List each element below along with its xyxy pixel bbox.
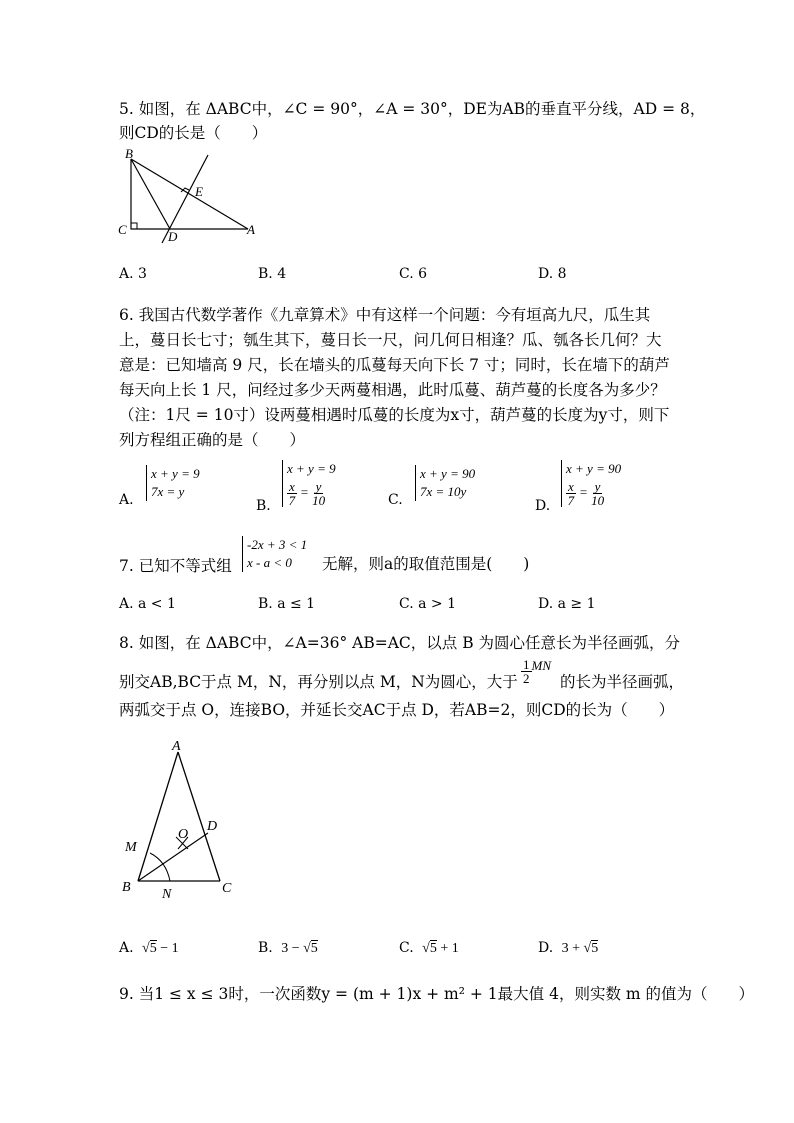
q8-option-a: A. √5 − 1 <box>119 940 179 956</box>
q5-option-c: C. 6 <box>399 266 428 282</box>
q5-label-d: D <box>168 229 178 244</box>
q6-line3: 意是：已知墙高 9 尺，长在墙头的瓜蔓每天向下长 7 寸；同时，长在墙下的葫芦 <box>119 356 670 374</box>
q7-option-a: A. a < 1 <box>119 596 176 612</box>
q7-eq2: x - a < 0 <box>247 555 292 570</box>
q8-label-c: C <box>222 881 232 896</box>
q5-line2: 则CD的长是（ ） <box>119 124 268 142</box>
q6-option-d-system <box>561 460 621 507</box>
q8-option-b: B. 3 − √5 <box>258 940 318 956</box>
q8-line1: 8. 如图，在 ΔABC中，∠A=36° AB=AC，以点 B 为圆心任意长为半径画弧，分 <box>119 634 681 652</box>
q6-d-eq1: x + y = 90 <box>566 461 622 476</box>
q6-option-b-letter: B. <box>256 498 271 514</box>
q8-label-m: M <box>125 840 137 855</box>
q6-line5: （注：1尺 = 10寸）设两蔓相遇时瓜蔓的长度为x寸，葫芦蔓的长度为y寸，则下 <box>119 406 670 424</box>
q6-line1: 6. 我国古代数学著作《九章算术》中有这样一个问题：今有垣高九尺，瓜生其 <box>119 306 651 324</box>
q7-suffix: 无解，则a的取值范围是( ) <box>322 555 530 573</box>
radical-icon: √ <box>422 941 430 956</box>
radical-icon: √ <box>142 941 150 956</box>
q8-label-n: N <box>162 887 172 902</box>
q8-line3: 两弧交于点 O，连接BO，并延长交AC于点 D，若AB=2，则CD的长为（ ） <box>119 701 675 719</box>
q5-line1: 5. 如图，在 ΔABC中，∠C = 90°，∠A = 30°，DE为AB的垂直平分线，AD = 8， <box>119 100 706 118</box>
q6-option-a-system <box>146 465 200 501</box>
q5-label-e: E <box>195 184 203 199</box>
q6-a-eq1: x + y = 9 <box>151 466 200 481</box>
radical-icon: √ <box>303 941 311 956</box>
q5-option-d: D. 8 <box>538 266 567 282</box>
radical-icon: √ <box>583 941 592 956</box>
q7-eq1: -2x + 3 < 1 <box>247 537 308 552</box>
q5-label-a: A <box>247 222 255 237</box>
q5-label-c: C <box>118 222 127 237</box>
q8-label-d: D <box>207 819 218 834</box>
q6-line2: 上，蔓日长七寸；瓠生其下，蔓日长一尺，问几何日相逢？瓜、瓠各长几何？大 <box>119 331 662 349</box>
q8-option-d: D. 3 + √5 <box>538 940 599 956</box>
q6-line6: 列方程组正确的是（ ） <box>119 431 306 449</box>
q6-a-eq2: 7x = y <box>151 484 185 499</box>
q6-line4: 每天向上长 1 尺，问经过多少天两蔓相遇，此时瓜蔓、葫芦蔓的长度各为多少？ <box>119 381 666 399</box>
q5-option-b: B. 4 <box>258 266 287 282</box>
q7-prefix: 7. 已知不等式组 <box>119 557 232 575</box>
q6-option-b-system <box>282 460 336 507</box>
q7-option-d: D. a ≥ 1 <box>538 596 596 612</box>
q8-line2b: 的长为半径画弧， <box>560 673 685 691</box>
q6-option-c-letter: C. <box>388 492 403 508</box>
q8-label-o: O <box>178 827 189 842</box>
q6-b-eq1: x + y = 9 <box>287 461 336 476</box>
q8-label-b: B <box>122 880 131 895</box>
q5-option-a: A. 3 <box>119 266 147 282</box>
q6-option-d-letter: D. <box>535 498 551 514</box>
q8-option-c: C. √5 + 1 <box>399 940 459 956</box>
q5-figure <box>110 145 280 245</box>
q5-label-b: B <box>125 146 133 161</box>
q7-system <box>242 536 307 572</box>
q7-option-c: C. a > 1 <box>399 596 456 612</box>
q7-option-b: B. a ≤ 1 <box>258 596 316 612</box>
q6-b-eq2: $\frac{x}{7}$ = $\frac{y}{10}$ <box>288 479 326 508</box>
q8-label-a: A <box>172 739 181 754</box>
q8-figure <box>110 735 260 905</box>
q6-c-eq1: x + y = 90 <box>420 466 476 481</box>
q9-text: 9. 当1 ≤ x ≤ 3时，一次函数y = (m + 1)x + m² + 1最大值 4，则实数 m 的值为（ ） <box>119 985 754 1003</box>
q6-c-eq2: 7x = 10y <box>420 484 467 499</box>
q6-option-c-system <box>415 465 475 501</box>
q8-line2a: 别交AB,BC于点 M，N，再分别以点 M，N为圆心，大于 <box>119 673 518 691</box>
q6-d-eq2: $\frac{x}{7}$ = $\frac{y}{10}$ <box>567 479 605 508</box>
q8-fraction: $\frac{1}{2}$ $^{MN}$ <box>523 657 551 686</box>
q6-option-a-letter: A. <box>119 492 134 508</box>
